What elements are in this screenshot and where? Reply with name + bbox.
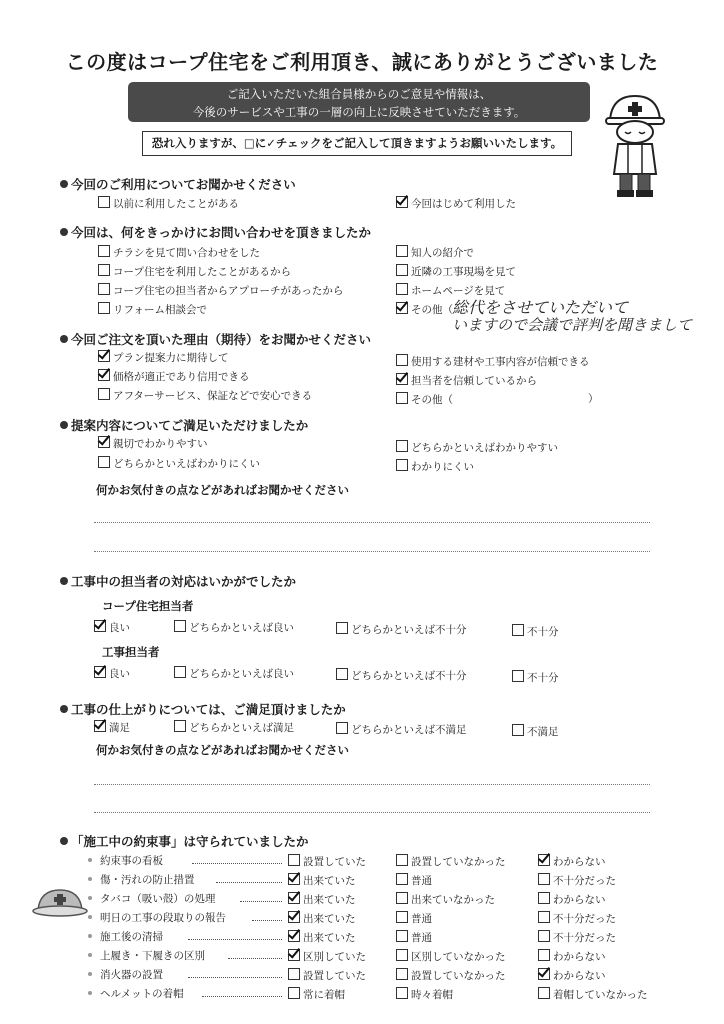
q3-opt-materials[interactable]: 使用する建材や工事内容が信頼できる bbox=[396, 354, 590, 369]
checkbox[interactable] bbox=[538, 949, 550, 961]
checkbox[interactable] bbox=[98, 388, 110, 400]
q3-opt-other[interactable]: その他（ bbox=[396, 392, 453, 407]
q3-opt-after-service[interactable]: アフターサービス、保証などで安心できる bbox=[98, 388, 312, 403]
comment-line[interactable] bbox=[94, 551, 650, 552]
checkbox[interactable] bbox=[396, 968, 408, 980]
q5b-opt-fair-good[interactable]: どちらかといえば良い bbox=[174, 666, 294, 681]
q1-opt-previous[interactable]: 以前に利用したことがある bbox=[98, 196, 239, 211]
q7-row bbox=[88, 968, 668, 987]
checkbox[interactable] bbox=[512, 724, 524, 736]
q7-opt-a[interactable]: 出来ていた bbox=[288, 930, 356, 945]
q2-opt-site[interactable]: 近隣の工事現場を見て bbox=[396, 264, 516, 279]
q5b-opt-fair-poor[interactable]: どちらかといえば不十分 bbox=[336, 668, 467, 683]
checkbox-checked[interactable] bbox=[98, 350, 110, 362]
q1-opt-first-time[interactable]: 今回はじめて利用した bbox=[396, 196, 516, 211]
row-label: 施工後の清掃 bbox=[100, 931, 163, 943]
q7-opt-c[interactable]: 不十分だった bbox=[538, 873, 616, 888]
q2-opt-referral[interactable]: 知人の紹介で bbox=[396, 245, 474, 260]
q2-opt-other[interactable]: その他（ bbox=[396, 302, 453, 317]
q7-opt-a[interactable]: 常に着帽 bbox=[288, 987, 345, 1002]
checkbox-checked[interactable] bbox=[396, 373, 408, 385]
q3-opt-plan[interactable]: プラン提案力に期待して bbox=[98, 350, 229, 365]
q7-opt-c[interactable]: わからない bbox=[538, 854, 606, 869]
row-label: ヘルメットの着帽 bbox=[100, 988, 184, 1000]
q7-opt-b[interactable]: 普通 bbox=[396, 873, 432, 888]
q5a-opt-poor[interactable]: 不十分 bbox=[512, 624, 559, 639]
row-label: 約束事の看板 bbox=[100, 855, 163, 867]
q5-heading: 工事中の担当者の対応はいかがでしたか bbox=[60, 572, 296, 590]
q6-opt-fair-satisfied[interactable]: どちらかといえば満足 bbox=[174, 720, 294, 735]
banner-line-1: ご記入いただいた組合員様からのご意見や情報は、 bbox=[226, 87, 492, 101]
q2-heading: 今回は、何をきっかけにお問い合わせを頂きましたか bbox=[60, 223, 371, 241]
checkbox[interactable] bbox=[174, 666, 186, 678]
banner-line-2: 今後のサービスや工事の一層の向上に反映させていただきます。 bbox=[192, 105, 526, 119]
q4-heading: 提案内容についてご満足いただけましたか bbox=[60, 416, 308, 434]
checkbox[interactable] bbox=[538, 930, 550, 942]
q2-opt-approach[interactable]: コープ住宅の担当者からアプローチがあったから bbox=[98, 283, 343, 298]
q7-row bbox=[88, 987, 668, 1006]
checkbox[interactable] bbox=[174, 720, 186, 732]
checkbox-checked[interactable] bbox=[94, 720, 106, 732]
q5b-opt-poor[interactable]: 不十分 bbox=[512, 670, 559, 685]
checkbox[interactable] bbox=[98, 196, 110, 208]
q3-opt-trust-staff[interactable]: 担当者を信頼しているから bbox=[396, 373, 537, 388]
row-label: 傷・汚れの防止措置 bbox=[100, 874, 195, 886]
checkbox[interactable] bbox=[288, 854, 300, 866]
q7-opt-c[interactable]: 着帽していなかった bbox=[538, 987, 648, 1002]
checkbox[interactable] bbox=[396, 892, 408, 904]
q7-opt-b[interactable]: 区別していなかった bbox=[396, 949, 506, 964]
comment-line[interactable] bbox=[94, 522, 650, 523]
q7-opt-a[interactable]: 出来ていた bbox=[288, 873, 356, 888]
helmet-worker-icon bbox=[600, 90, 670, 200]
q5-sub-construction-staff: 工事担当者 bbox=[102, 645, 160, 659]
row-label: タバコ（吸い殻）の処理 bbox=[100, 893, 216, 905]
checkbox-checked[interactable] bbox=[94, 666, 106, 678]
checkbox[interactable] bbox=[396, 911, 408, 923]
q4-opt-somewhat-unclear[interactable]: どちらかといえばわかりにくい bbox=[98, 456, 260, 471]
q3-opt-price[interactable]: 価格が適正であり信用できる bbox=[98, 369, 250, 384]
checkbox[interactable] bbox=[396, 283, 408, 295]
q7-opt-a[interactable]: 区別していた bbox=[288, 949, 366, 964]
checkbox-checked[interactable] bbox=[396, 302, 408, 314]
checkbox-checked[interactable] bbox=[98, 369, 110, 381]
checkbox[interactable] bbox=[98, 245, 110, 257]
checkbox[interactable] bbox=[396, 245, 408, 257]
checkbox[interactable] bbox=[396, 930, 408, 942]
q5-sub-coop-staff: コープ住宅担当者 bbox=[102, 599, 194, 613]
checkbox[interactable] bbox=[396, 854, 408, 866]
q2-handwritten-line-2: いますので会議で評判を聞きまして bbox=[452, 316, 693, 334]
q7-opt-a[interactable]: 設置していた bbox=[288, 968, 366, 983]
comment-line[interactable] bbox=[94, 784, 650, 785]
checkbox-checked[interactable] bbox=[396, 196, 408, 208]
q6-comment-prompt: 何かお気付きの点などがあればお聞かせください bbox=[96, 743, 349, 757]
q7-opt-a[interactable]: 設置していた bbox=[288, 854, 366, 869]
checkbox[interactable] bbox=[288, 987, 300, 999]
checkbox[interactable] bbox=[396, 264, 408, 276]
q7-table bbox=[88, 854, 668, 1006]
checkbox[interactable] bbox=[538, 873, 550, 885]
instruction-notice: 恐れ入りますが、□に✓チェックをご記入して頂きますようお願いいたします。 bbox=[142, 131, 572, 156]
q6-opt-unsatisfied[interactable]: 不満足 bbox=[512, 724, 559, 739]
checkbox[interactable] bbox=[396, 459, 408, 471]
q6-opt-satisfied[interactable]: 満足 bbox=[94, 720, 130, 735]
checkbox[interactable] bbox=[336, 722, 348, 734]
checkbox[interactable] bbox=[336, 668, 348, 680]
comment-line[interactable] bbox=[94, 812, 650, 813]
checkbox-checked[interactable] bbox=[288, 930, 300, 942]
checkbox[interactable] bbox=[396, 873, 408, 885]
q7-row bbox=[88, 949, 668, 968]
q7-opt-b[interactable]: 時々着帽 bbox=[396, 987, 453, 1002]
q4-opt-unclear[interactable]: わかりにくい bbox=[396, 459, 474, 474]
checkbox[interactable] bbox=[538, 987, 550, 999]
q5a-opt-good[interactable]: 良い bbox=[94, 620, 130, 635]
checkbox-checked[interactable] bbox=[288, 911, 300, 923]
q7-opt-c[interactable]: 不十分だった bbox=[538, 911, 616, 926]
q6-heading: 工事の仕上がりについては、ご満足頂けましたか bbox=[60, 700, 346, 718]
row-label: 消火器の設置 bbox=[100, 969, 163, 981]
q5b-opt-good[interactable]: 良い bbox=[94, 666, 130, 681]
q5a-opt-fair-poor[interactable]: どちらかといえば不十分 bbox=[336, 622, 467, 637]
checkbox-checked[interactable] bbox=[94, 620, 106, 632]
q7-opt-a[interactable]: 出来ていた bbox=[288, 892, 356, 907]
q3-other-close-paren: ） bbox=[588, 393, 599, 405]
checkbox[interactable] bbox=[512, 670, 524, 682]
q5a-opt-fair-good[interactable]: どちらかといえば良い bbox=[174, 620, 294, 635]
q1-heading: 今回のご利用についてお聞かせください bbox=[60, 175, 296, 193]
q7-row bbox=[88, 930, 668, 949]
q3-heading: 今回ご注文を頂いた理由（期待）をお聞かせください bbox=[60, 330, 371, 348]
q2-opt-homepage[interactable]: ホームページを見て bbox=[396, 283, 505, 298]
checkbox[interactable] bbox=[538, 892, 550, 904]
checkbox[interactable] bbox=[396, 354, 408, 366]
q7-heading: 「施工中の約束事」は守られていましたか bbox=[60, 832, 309, 850]
q7-row bbox=[88, 854, 668, 873]
q7-opt-c[interactable]: わからない bbox=[538, 949, 606, 964]
row-label: 明日の工事の段取りの報告 bbox=[100, 912, 226, 924]
q7-opt-c[interactable]: わからない bbox=[538, 968, 606, 983]
checkbox-checked[interactable] bbox=[288, 949, 300, 961]
helmet-icon bbox=[30, 882, 90, 922]
checkbox[interactable] bbox=[98, 302, 110, 314]
q7-opt-b[interactable]: 普通 bbox=[396, 930, 432, 945]
q7-opt-a[interactable]: 出来ていた bbox=[288, 911, 356, 926]
q7-opt-b[interactable]: 出来ていなかった bbox=[396, 892, 495, 907]
checkbox[interactable] bbox=[336, 622, 348, 634]
checkbox-checked[interactable] bbox=[98, 436, 110, 448]
checkbox-checked[interactable] bbox=[538, 968, 550, 980]
checkbox-checked[interactable] bbox=[288, 873, 300, 885]
q7-row bbox=[88, 911, 668, 930]
q7-opt-b[interactable]: 普通 bbox=[396, 911, 432, 926]
checkbox[interactable] bbox=[98, 283, 110, 295]
q7-opt-b[interactable]: 設置していなかった bbox=[396, 854, 506, 869]
q4-opt-clear[interactable]: 親切でわかりやすい bbox=[98, 436, 208, 451]
page-title: この度はコープ住宅をご利用頂き、誠にありがとうございました bbox=[65, 50, 659, 74]
q2-opt-consultation[interactable]: リフォーム相談会で bbox=[98, 302, 207, 317]
q4-opt-somewhat-clear[interactable]: どちらかといえばわかりやすい bbox=[396, 440, 558, 455]
checkbox[interactable] bbox=[98, 456, 110, 468]
checkbox[interactable] bbox=[98, 264, 110, 276]
checkbox[interactable] bbox=[174, 620, 186, 632]
checkbox[interactable] bbox=[396, 949, 408, 961]
q7-opt-c[interactable]: わからない bbox=[538, 892, 606, 907]
checkbox[interactable] bbox=[288, 968, 300, 980]
q7-opt-b[interactable]: 設置していなかった bbox=[396, 968, 506, 983]
q6-opt-fair-unsatisfied[interactable]: どちらかといえば不満足 bbox=[336, 722, 467, 737]
q2-opt-flyer[interactable]: チラシを見て問い合わせをした bbox=[98, 245, 260, 260]
row-label: 上履き・下履きの区別 bbox=[100, 950, 205, 962]
checkbox[interactable] bbox=[396, 987, 408, 999]
checkbox-checked[interactable] bbox=[538, 854, 550, 866]
checkbox[interactable] bbox=[396, 392, 408, 404]
q4-comment-prompt: 何かお気付きの点などがあればお聞かせください bbox=[96, 483, 349, 497]
checkbox[interactable] bbox=[396, 440, 408, 452]
q7-row bbox=[88, 873, 668, 892]
checkbox[interactable] bbox=[538, 911, 550, 923]
checkbox[interactable] bbox=[512, 624, 524, 636]
intro-banner bbox=[128, 82, 590, 122]
q2-opt-used-before[interactable]: コープ住宅を利用したことがあるから bbox=[98, 264, 291, 279]
q7-row bbox=[88, 892, 668, 911]
q2-handwritten-line-1: 総代をさせていただいて bbox=[452, 298, 629, 317]
q7-opt-c[interactable]: 不十分だった bbox=[538, 930, 616, 945]
checkbox-checked[interactable] bbox=[288, 892, 300, 904]
